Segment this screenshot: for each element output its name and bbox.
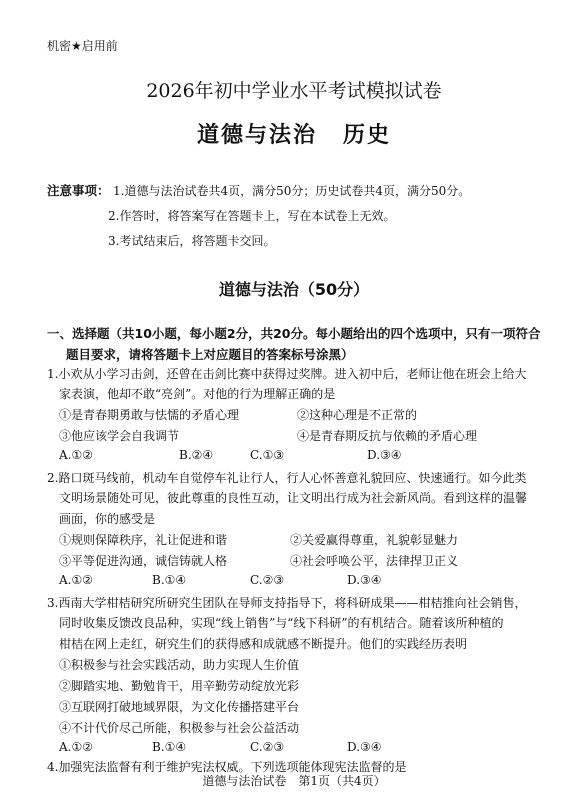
question-stem: 2.路口斑马线前，机动车自觉停车礼让行人，行人心怀善意礼貌回应、快速通行。如今此类	[47, 471, 527, 485]
choice-a[interactable]: A.①②	[59, 573, 93, 587]
choice-b[interactable]: B.①④	[152, 573, 187, 587]
notice-item: 1.道德与法治试卷共4页，满分50分；历史试卷共4页，满分50分。	[113, 184, 471, 198]
statement: ③互联网打破地域界限，为文化传播搭建平台	[59, 700, 300, 714]
choice-c[interactable]: C.②③	[250, 740, 285, 754]
choice-b[interactable]: B.②④	[179, 448, 214, 462]
statement: ①规则保障秩序，礼让促进和谐	[59, 533, 228, 547]
question-stem: 1.小欢从小学习击剑，还曾在击剑比赛中获得过奖牌。进入初中后，老师让他在班会上给大	[47, 367, 527, 381]
question-stem: 柑桔在网上走红，研究生们的获得感和成就感不断提升。他们的实践经历表明	[59, 637, 468, 651]
choice-d[interactable]: D.③④	[347, 740, 382, 754]
section-title: 道德与法治（50分）	[218, 280, 370, 299]
statement: ③他应该学会自我调节	[59, 429, 180, 443]
secret-label: 机密★启用前	[47, 39, 118, 53]
statement: ④社会呼唤公平，法律捍卫正义	[290, 554, 459, 568]
exam-title: 2026年初中学业水平考试模拟试卷	[146, 80, 442, 102]
choice-c[interactable]: C.②③	[250, 573, 285, 587]
notice-item: 3.考试结束后，将答题卡交回。	[108, 234, 276, 248]
subject-title-left: 道德与法治	[196, 123, 317, 148]
subject-title-right: 历史	[343, 123, 392, 148]
question-stem: 家表演，他却不敢“亮剑”。对他的行为理解正确的是	[59, 387, 336, 401]
choice-c[interactable]: C.①③	[250, 448, 285, 462]
statement: ①是青春期勇敢与怯懦的矛盾心理	[59, 408, 240, 422]
statement: ①积极参与社会实践活动，助力实现人生价值	[59, 658, 300, 672]
statement: ②脚踏实地、勤勉肯干，用辛勤劳动绽放光彩	[59, 679, 300, 693]
question-stem: 同时收集反馈改良品种，实现“线上销售”与“线下科研”的有机结合。随着该所种植的	[59, 616, 504, 630]
question-stem: 3.西南大学柑桔研究所研究生团队在导师支持指导下，将科研成果——柑桔推向社会销售，	[47, 596, 527, 610]
choice-a[interactable]: A.①②	[59, 740, 93, 754]
choice-d[interactable]: D.③④	[367, 448, 402, 462]
subject-title	[0, 118, 588, 149]
part-heading-line2: 题目要求，请将答题卡上对应题目的答案标号涂黑）	[66, 347, 354, 362]
part-heading: 一、选择题（共10小题，每小题2分，共20分。每小题给出的四个选项中，只有一项符合	[47, 326, 541, 341]
notice-label: 注意事项：	[47, 183, 110, 198]
statement: ③平等促进沟通，诚信铸就人格	[59, 554, 228, 568]
question-stem: 文明场景随处可见，彼此尊重的良性互动，让文明出行成为社会新风尚。看到这样的温馨	[59, 491, 528, 505]
notice-item: 2.作答时，将答案写在答题卡上，写在本试卷上无效。	[108, 209, 396, 223]
choice-a[interactable]: A.①②	[59, 448, 93, 462]
page-footer: 道德与法治试卷 第1页（共4页）	[202, 774, 386, 788]
question-stem: 画面，你的感受是	[59, 512, 156, 526]
statement: ④不计代价尽己所能，积极参与社会公益活动	[59, 721, 300, 735]
question-stem: 4.加强宪法监督有利于维护宪法权威。下列选项能体现宪法监督的是	[47, 760, 407, 774]
statement: ④是青春期反抗与依赖的矛盾心理	[297, 429, 478, 443]
choice-d[interactable]: D.③④	[347, 573, 382, 587]
statement: ②这种心理是不正常的	[297, 408, 418, 422]
statement: ②关爱赢得尊重，礼貌彰显魅力	[290, 533, 459, 547]
choice-b[interactable]: B.①④	[152, 740, 187, 754]
